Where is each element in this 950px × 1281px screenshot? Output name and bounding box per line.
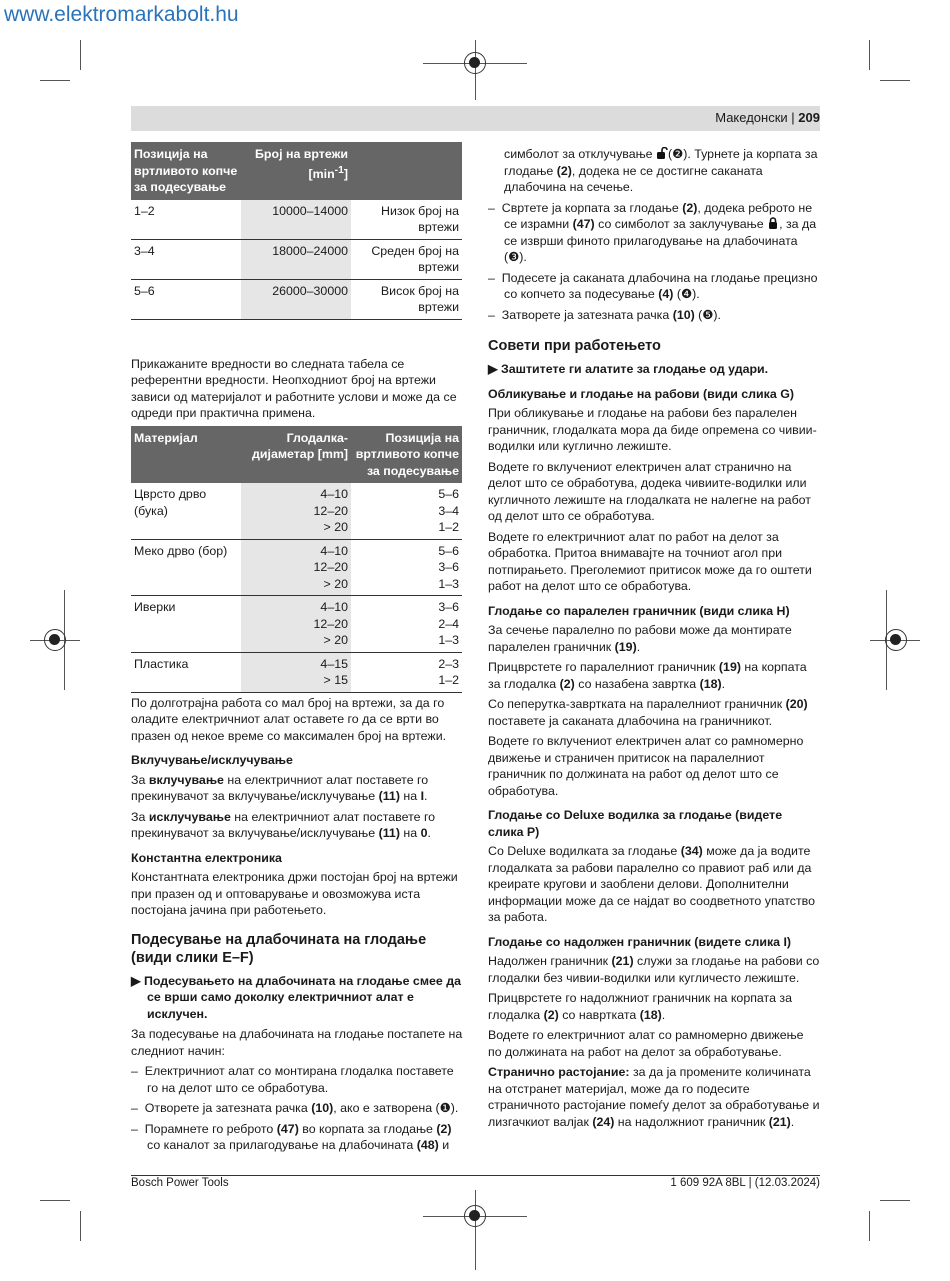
table-cell: 4–15 > 15	[241, 652, 351, 692]
switch-off-text: За исклучување на електричниот алат поставете го прекинувачот за вклучување/исклучување (11) на 0.	[131, 809, 436, 840]
shaping-text-2: Водете го вклучениот електричен алат странично на делот што се обработува, додека чивиите-водилки или кугличното лежиште на глодалката не налегне на работ од делот што се обработува.	[488, 459, 811, 523]
depth-setting-title: Подесување на длабочината на глодање (види слики E–F)	[131, 931, 427, 966]
registration-mark-right	[885, 629, 907, 651]
material-table	[131, 426, 462, 693]
table-cell: Среден број на вртежи	[351, 239, 462, 279]
table-cell: 4–10 12–20 > 20	[241, 539, 351, 596]
table-cell: Висок број на вртежи	[351, 279, 462, 319]
unlock-icon	[656, 147, 668, 161]
shaping-text-1: При обликување и глодање на рабови без паралелен граничник, глодалката мора да биде опремена со чивии-водилки или кугличнo лежиште.	[488, 406, 817, 453]
speed-table-header-empty	[351, 142, 462, 200]
depth-step-2: – Отворете ја затезната рачка (10), ако е затворена (❶).	[131, 1101, 459, 1115]
lock-icon	[767, 217, 779, 231]
overhead-text-3: Водете го електричниот алат со рамномерно движење по должината на работ на делот за обработување.	[488, 1028, 804, 1059]
table-cell: 1–2	[131, 200, 241, 240]
overhead-guide-title: Глодање со надолжен граничник (видете слика I)	[488, 934, 792, 949]
left-column	[131, 142, 463, 1158]
tips-warning: ▶ Заштитете ги алатите за глодање од удари.	[488, 362, 769, 376]
parallel-text-4: Водете го вклучениот електричен алат со рамномерно движење и страничен притисок на паралелниот граничник по должината на работ од делот што се обработува.	[488, 734, 804, 798]
table-cell: 5–6 3–6 1–3	[351, 539, 462, 596]
table-row	[131, 539, 462, 596]
speed-table	[131, 142, 462, 320]
reference-values-text: Прикажаните вредности во следната табела се референтни вредности. Неопходниот број на вртежи зависи од материјалот и работните услови и може да се одреди при практична примена.	[131, 356, 457, 420]
material-table-header-material: Материјал	[131, 426, 241, 484]
overhead-text-1: Надолжен граничник (21) служи за глодање на рабови со глодалки без чивии-водилки или кугличесто лежиште.	[488, 954, 820, 985]
material-table-header-position: Позиција на вртливото копче за подесување	[351, 426, 462, 484]
parallel-guide-title: Глодање со паралелен граничник (види слика H)	[488, 603, 790, 618]
parallel-text-2: Прицврстете го паралелниот граничник (19) на корпата за глодалка (2) со назабена завртка (18).	[488, 660, 807, 691]
footer-doc-number: 1 609 92A 8BL | (12.03.2024)	[670, 1177, 820, 1189]
depth-step-1: – Електричниот алат со монтирана глодалка поставете го на делот што се обработува.	[131, 1064, 454, 1095]
table-row	[131, 652, 462, 692]
onoff-title: Вклучување/исклучување	[131, 753, 293, 767]
table-cell: 3–4	[131, 239, 241, 279]
speed-table-header-position: Позиција на вртливото копче за подесување	[131, 142, 241, 200]
depth-warning: ▶ Подесувањето на длабочината на глодање смее да се врши само доколку електричниот алат е исклучен.	[131, 973, 461, 1021]
registration-mark-top	[464, 52, 486, 74]
table-cell: 3–6 2–4 1–3	[351, 596, 462, 653]
footer-brand: Bosch Power Tools	[131, 1177, 229, 1189]
side-distance-text: Странично растојание: за да ја промените количината на отстранет материјал, може да го подесите страничното растојание помеѓу делот за обработување и лизгачкиот валјак (24) на надолжниот граничник (21).	[488, 1065, 820, 1129]
depth-step-6: – Затворете ја затезната рачка (10) (❺).	[488, 307, 721, 322]
working-tips-title: Совети при работењето	[488, 338, 661, 354]
table-cell: Низок број на вртежи	[351, 200, 462, 240]
table-cell: Иверки	[131, 596, 241, 653]
table-cell: 18000–24000	[241, 239, 351, 279]
material-table-header-diameter: Глодалка-дијаметар [mm]	[241, 426, 351, 484]
language-label: Македонски	[715, 110, 788, 125]
shaping-text-3: Водете го електричниот алат по работ на делот за обработка. Притоа внимавајте на точниот агол при потпирањето. Преголемиот притисок може да го оштети работ на делот што се обработува.	[488, 529, 812, 593]
table-row	[131, 483, 462, 539]
depth-step-3-cont: симболот за отклучување (❷). Турнете ја корпата за глодање (2), додека не се достигне саканата длабочина на сечење.	[504, 147, 818, 194]
table-cell: 2–3 1–2	[351, 652, 462, 692]
speed-table-header-rpm: Број на вртежи $[\min^{-1}]$	[241, 142, 351, 200]
registration-mark-bottom	[464, 1205, 486, 1227]
depth-step-4: – Свртете ја корпата за глодање (2), додека реброто не се израмни (47) со симболот за заклучување , за да се изврши финото прилагодување на длабочината (❸).	[488, 200, 817, 264]
right-column	[488, 146, 820, 1134]
table-row	[131, 239, 462, 279]
table-cell: Меко дрво (бор)	[131, 539, 241, 596]
table-cell: Цврсто дрво (бука)	[131, 483, 241, 539]
table-row	[131, 279, 462, 319]
header-separator: |	[791, 110, 795, 125]
long-work-text: По долготрајна работа со мал број на вртежи, за да го оладите електричниот алат оставете го да се врти во празен од некое време со максимален број на вртежи.	[131, 695, 447, 743]
table-row	[131, 596, 462, 653]
depth-intro: За подесување на длабочината на глодање постапете на следниот начин:	[131, 1027, 463, 1058]
constant-electronics-text: Константната електроника држи постојан број на вртежи при празен од и оптоварување и овозможува иста постојана јачина при работењето.	[131, 870, 458, 917]
shaping-title: Обликување и глодање на рабови (види слика G)	[488, 386, 794, 401]
overhead-text-2: Прицврстете го надолжниот граничник на корпата за глодалка (2) со навртката (18).	[488, 991, 792, 1022]
page-number: 209	[798, 110, 820, 125]
page-header	[715, 110, 820, 125]
table-cell: Пластика	[131, 652, 241, 692]
table-cell: 26000–30000	[241, 279, 351, 319]
table-cell: 4–10 12–20 > 20	[241, 483, 351, 539]
table-cell: 5–6 3–4 1–2	[351, 483, 462, 539]
table-cell: 10000–14000	[241, 200, 351, 240]
table-row	[131, 200, 462, 240]
deluxe-text: Со Deluxe водилката за глодање (34) може да ја водите глодалката за рабови паралелно со правиот раб или да креирате кругови и заоблени делови. Дополнителни информации може да се најдат во соодветното упатство за работа.	[488, 844, 816, 924]
constant-electronics-title: Константна електроника	[131, 850, 282, 865]
depth-step-5: – Подесете ја саканата длабочина на глодање прецизно со копчето за подесување (4) (❹).	[488, 270, 818, 301]
site-url[interactable]: www.elektromarkabolt.hu	[4, 3, 239, 26]
deluxe-guide-title: Глодање со Deluxe водилка за глодање (видете слика P)	[488, 808, 783, 839]
parallel-text-1: За сечење паралелно по рабови може да монтирате паралелен граничник (19).	[488, 623, 792, 654]
depth-step-3: – Порамнете го реброто (47) во корпата за глодање (2) со каналот за прилагодување на длабочината (48) и	[131, 1121, 452, 1152]
switch-on-text: За вклучување на електричниот алат поставете го прекинувачот за вклучување/исклучување (11) на I.	[131, 772, 429, 803]
parallel-text-3: Со пеперутка-завртката на паралелниот граничник (20) поставете ја саканата длабочина на граничникот.	[488, 697, 808, 728]
table-cell: 4–10 12–20 > 20	[241, 596, 351, 653]
table-cell: 5–6	[131, 279, 241, 319]
registration-mark-left	[44, 629, 66, 651]
footer-rule	[131, 1175, 820, 1176]
